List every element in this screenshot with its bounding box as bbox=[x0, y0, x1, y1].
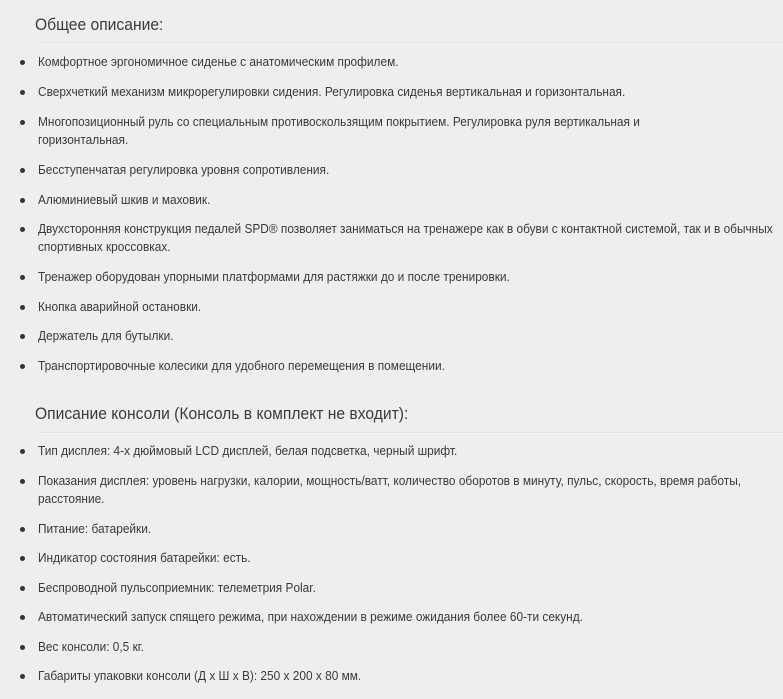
list-item: Кнопка аварийной остановки. bbox=[0, 298, 783, 316]
list-item: Беспроводной пульсоприемник: телеметрия Polar. bbox=[0, 579, 783, 597]
list-item: Питание: батарейки. bbox=[0, 520, 783, 538]
section-title-console: Описание консоли (Консоль в комплект не входит): bbox=[34, 404, 409, 423]
list-item: Бесступенчатая регулировка уровня сопротивления. bbox=[0, 161, 783, 179]
bullet-icon bbox=[20, 645, 25, 650]
bullet-icon bbox=[20, 556, 25, 561]
list-item: Сверхчеткий механизм микрорегулировки сидения. Регулировка сиденья вертикальная и горизонтальная. bbox=[0, 83, 783, 101]
list-item: Двухсторонняя конструкция педалей SPD® позволяет заниматься на тренажере как в обуви с контактной системой, так и в обычных спортивных кроссовках. bbox=[0, 220, 783, 256]
bullet-icon bbox=[20, 227, 25, 232]
list-item: Алюминиевый шкив и маховик. bbox=[0, 191, 783, 209]
list-item: Автоматический запуск спящего режима, при нахождении в режиме ожидания более 60-ти секунд. bbox=[0, 608, 783, 626]
list-item: Тип дисплея: 4-х дюймовый LCD дисплей, белая подсветка, черный шрифт. bbox=[0, 442, 783, 460]
list-item: Держатель для бутылки. bbox=[0, 327, 783, 345]
bullet-icon bbox=[20, 586, 25, 591]
bullet-icon bbox=[20, 334, 25, 339]
list-item: Габариты упаковки консоли (Д х Ш х В): 250 х 200 х 80 мм. bbox=[0, 667, 783, 685]
bullet-icon bbox=[20, 479, 25, 484]
section-title-general: Общее описание: bbox=[34, 15, 164, 34]
list-item: Комфортное эргономичное сиденье с анатомическим профилем. bbox=[0, 53, 783, 71]
section-divider bbox=[38, 42, 783, 44]
list-item: Транспортировочные колесики для удобного перемещения в помещении. bbox=[0, 357, 783, 375]
section-general bbox=[0, 14, 783, 36]
bullet-icon bbox=[20, 674, 25, 679]
bullet-icon bbox=[20, 305, 25, 310]
bullet-icon bbox=[20, 168, 25, 173]
section-console bbox=[0, 403, 783, 425]
bullet-icon bbox=[20, 615, 25, 620]
bullet-icon bbox=[20, 90, 25, 95]
bullet-icon bbox=[20, 449, 25, 454]
list-item: Показания дисплея: уровень нагрузки, калории, мощность/ватт, количество оборотов в минуту, пульс, скорость, время работы, расстояние. bbox=[0, 472, 783, 508]
list-item: Вес консоли: 0,5 кг. bbox=[0, 638, 783, 656]
bullet-icon bbox=[20, 364, 25, 369]
bullet-icon bbox=[20, 275, 25, 280]
bullet-icon bbox=[20, 60, 25, 65]
bullet-icon bbox=[20, 527, 25, 532]
bullet-icon bbox=[20, 198, 25, 203]
list-item: Индикатор состояния батарейки: есть. bbox=[0, 549, 783, 567]
section-divider bbox=[38, 432, 783, 434]
bullet-icon bbox=[20, 120, 25, 125]
list-item: Тренажер оборудован упорными платформами для растяжки до и после тренировки. bbox=[0, 268, 783, 286]
list-item: Многопозиционный руль со специальным противоскользящим покрытием. Регулировка руля вертикальная и горизонтальная. bbox=[0, 113, 783, 149]
